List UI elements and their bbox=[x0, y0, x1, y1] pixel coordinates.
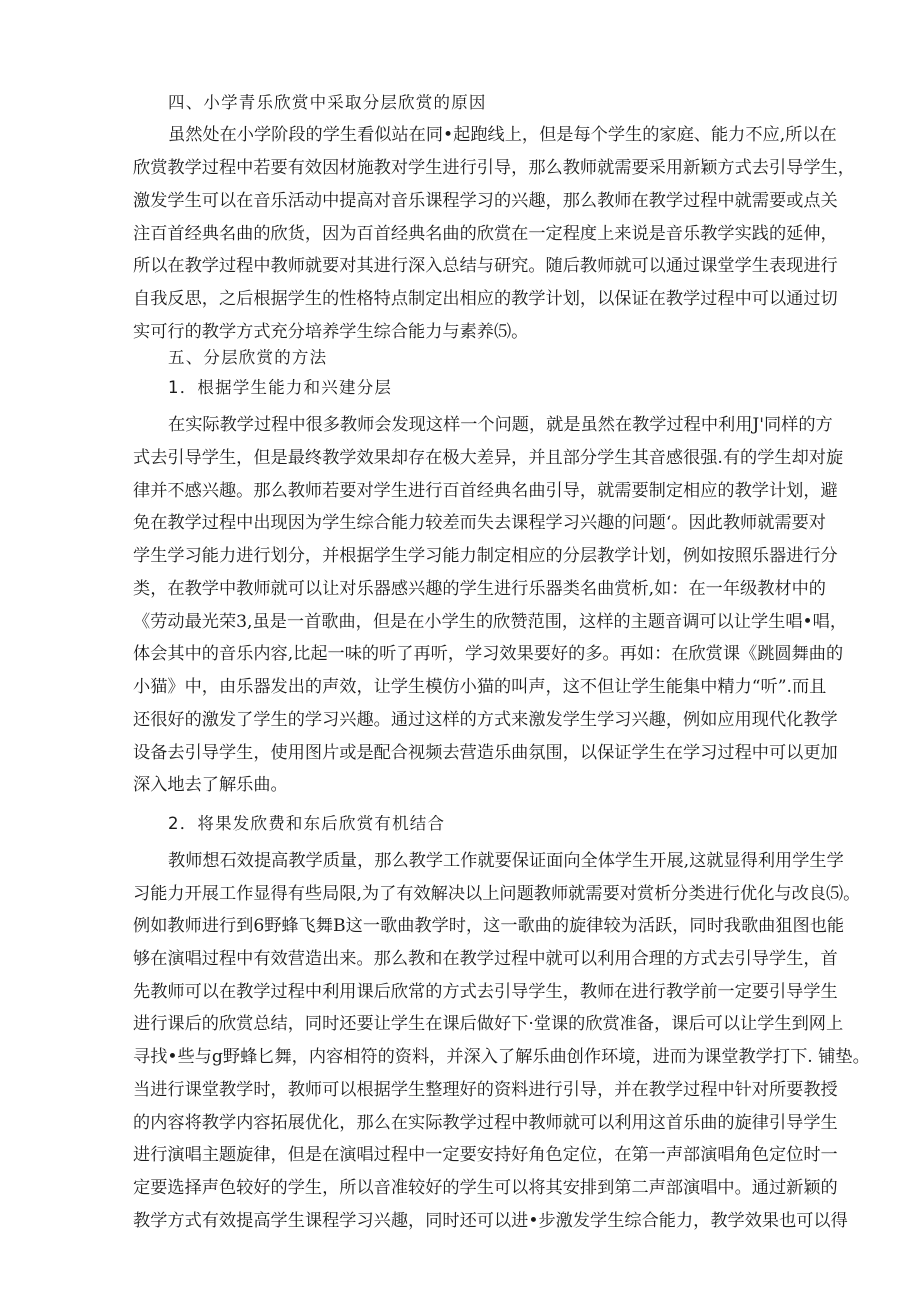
paragraph-line: 注百首经典名曲的欣货，因为百首经典名曲的欣赏在一定程度上来说是音乐教学实践的延伸， bbox=[133, 224, 838, 244]
paragraph-line: 当进行课堂教学时，教师可以根据学生整理好的资料进行引导，并在教学过程中针对所要教授 bbox=[133, 1080, 838, 1100]
paragraph-line: 教师想石效提高教学质量，那么教学工作就要保证面向全体学生开展,这就显得利用学生学 bbox=[168, 851, 844, 871]
paragraph-line: 实可行的教学方式充分培养学生综合能力与素养⑸。 bbox=[133, 322, 529, 342]
paragraph-line: 教学方式有效提高学生课程学习兴趣，同时还可以进•步激发学生综合能力，教学效果也可以得 bbox=[133, 1211, 848, 1231]
section-5-heading: 五、分层欣赏的方法 bbox=[168, 348, 328, 367]
paragraph-line: 进行演唱主题旋律，但是在演唱过程中一定要安持好角色定位，在第一声部演唱角色定位时一 bbox=[133, 1145, 838, 1165]
subsection-2-heading: 2．将果发欣费和东后欣赏有机结合 bbox=[168, 814, 446, 833]
paragraph-line: 进行课后的欣赏总结，同时还要让学生在课后做好下·堂课的欣赏准备，课后可以让学生到网上 bbox=[133, 1014, 844, 1034]
paragraph-line: 例如教师进行到6野蜂飞舞B这一歌曲教学时，这一歌曲的旋律较为活跃，同时我歌曲狙图也能 bbox=[133, 916, 845, 936]
paragraph-line: 体会其中的音乐内容,比起一味的听了再听，学习效果要好的多。再如：在欣赏课《跳圆舞曲的 bbox=[133, 644, 844, 664]
paragraph-line: 虽然处在小学阶段的学生看似站在同•起跑线上，但是每个学生的家庭、能力不应,所以在 bbox=[168, 125, 837, 145]
paragraph-line: 还很好的激发了学生的学习兴趣。通过这样的方式来激发学生学习兴趣，例如应用现代化教学 bbox=[133, 710, 838, 730]
paragraph-line: 免在教学过程中出现因为学生综合能力较差而失去课程学习兴趣的问题‘。因此教师就需要对 bbox=[133, 513, 826, 533]
paragraph-line: 《劳动最光荣3,虽是一首歌曲，但是在小学生的欣赞范围，这样的主题音调可以让学生唱•唱， bbox=[133, 612, 848, 632]
paragraph-line: 式去引导学生，但是最终教学效果却存在极大差异，并且部分学生其音感很强.有的学生却对旋 bbox=[133, 448, 844, 468]
paragraph-line: 学生学习能力进行划分，并根据学生学习能力制定相应的分层教学计划，例如按照乐器进行分 bbox=[133, 546, 838, 566]
paragraph-line: 的内容将教学内容拓展优化，那么在实际教学过程中教师就可以利用这首乐曲的旋律引导学生 bbox=[133, 1113, 838, 1133]
paragraph-line: 小猫》中，由乐器发出的声效，让学生模仿小猫的叫声，这不但让学生能集中精力“听”.而且 bbox=[133, 677, 827, 697]
paragraph-line: 够在演唱过程中有效营造出来。那么教和在教学过程中就可以利用合理的方式去引导学生，首 bbox=[133, 949, 838, 969]
paragraph-line: 欣赏教学过程中若要有效因材施教对学生进行引导，那么教师就需要采用新颖方式去引导学生， bbox=[133, 158, 855, 178]
paragraph-line: 设备去引导学生，使用图片或是配合视频去营造乐曲氛围，以保证学生在学习过程中可以更加 bbox=[133, 743, 838, 763]
paragraph-line: 律并不感兴趣。那么教师若要对学生进行百首经典名曲引导，就需要制定相应的教学计划，避 bbox=[133, 481, 838, 501]
paragraph-line: 深入地去了解乐曲。 bbox=[133, 775, 288, 795]
paragraph-line: 寻找•些与g野蜂匕舞，内容相符的资料，并深入了解乐曲创作环境，进而为课堂教学打下. 铺垫。 bbox=[133, 1047, 870, 1067]
subsection-1-heading: 1．根据学生能力和兴建分层 bbox=[168, 378, 393, 397]
paragraph-line: 习能力开展工作显得有些局限,为了有效解决以上问题教师就需要对赏析分类进行优化与改良⑸。 bbox=[133, 884, 861, 904]
paragraph-line: 自我反思，之后根据学生的性格特点制定出相应的教学计划，以保证在教学过程中可以通过切 bbox=[133, 289, 838, 309]
paragraph-line: 先教师可以在教学过程中利用课后欣常的方式去引导学生，教师在进行教学前一定要引导学生 bbox=[133, 982, 838, 1002]
section-4-heading: 四、小学青乐欣赏中采取分层欣赏的原因 bbox=[168, 93, 487, 112]
paragraph-line: 类，在教学中教师就可以让对乐器感兴趣的学生进行乐器类名曲赏析,如：在一年级教材中的 bbox=[133, 579, 826, 599]
paragraph-line: 在实际教学过程中很多教师会发现这样一个问题，就是虽然在教学过程中利用J'同样的方 bbox=[168, 415, 833, 435]
paragraph-line: 激发学生可以在音乐活动中提高对音乐课程学习的兴趣，那么教师在教学过程中就需要或点关 bbox=[133, 191, 838, 211]
paragraph-line: 所以在教学过程中教师就要对其进行深入总结与研究。随后教师就可以通过课堂学生表现进行 bbox=[133, 256, 838, 276]
paragraph-line: 定要选择声色较好的学生，所以音准较好的学生可以将其安排到第二声部演唱中。通过新颖的 bbox=[133, 1178, 838, 1198]
